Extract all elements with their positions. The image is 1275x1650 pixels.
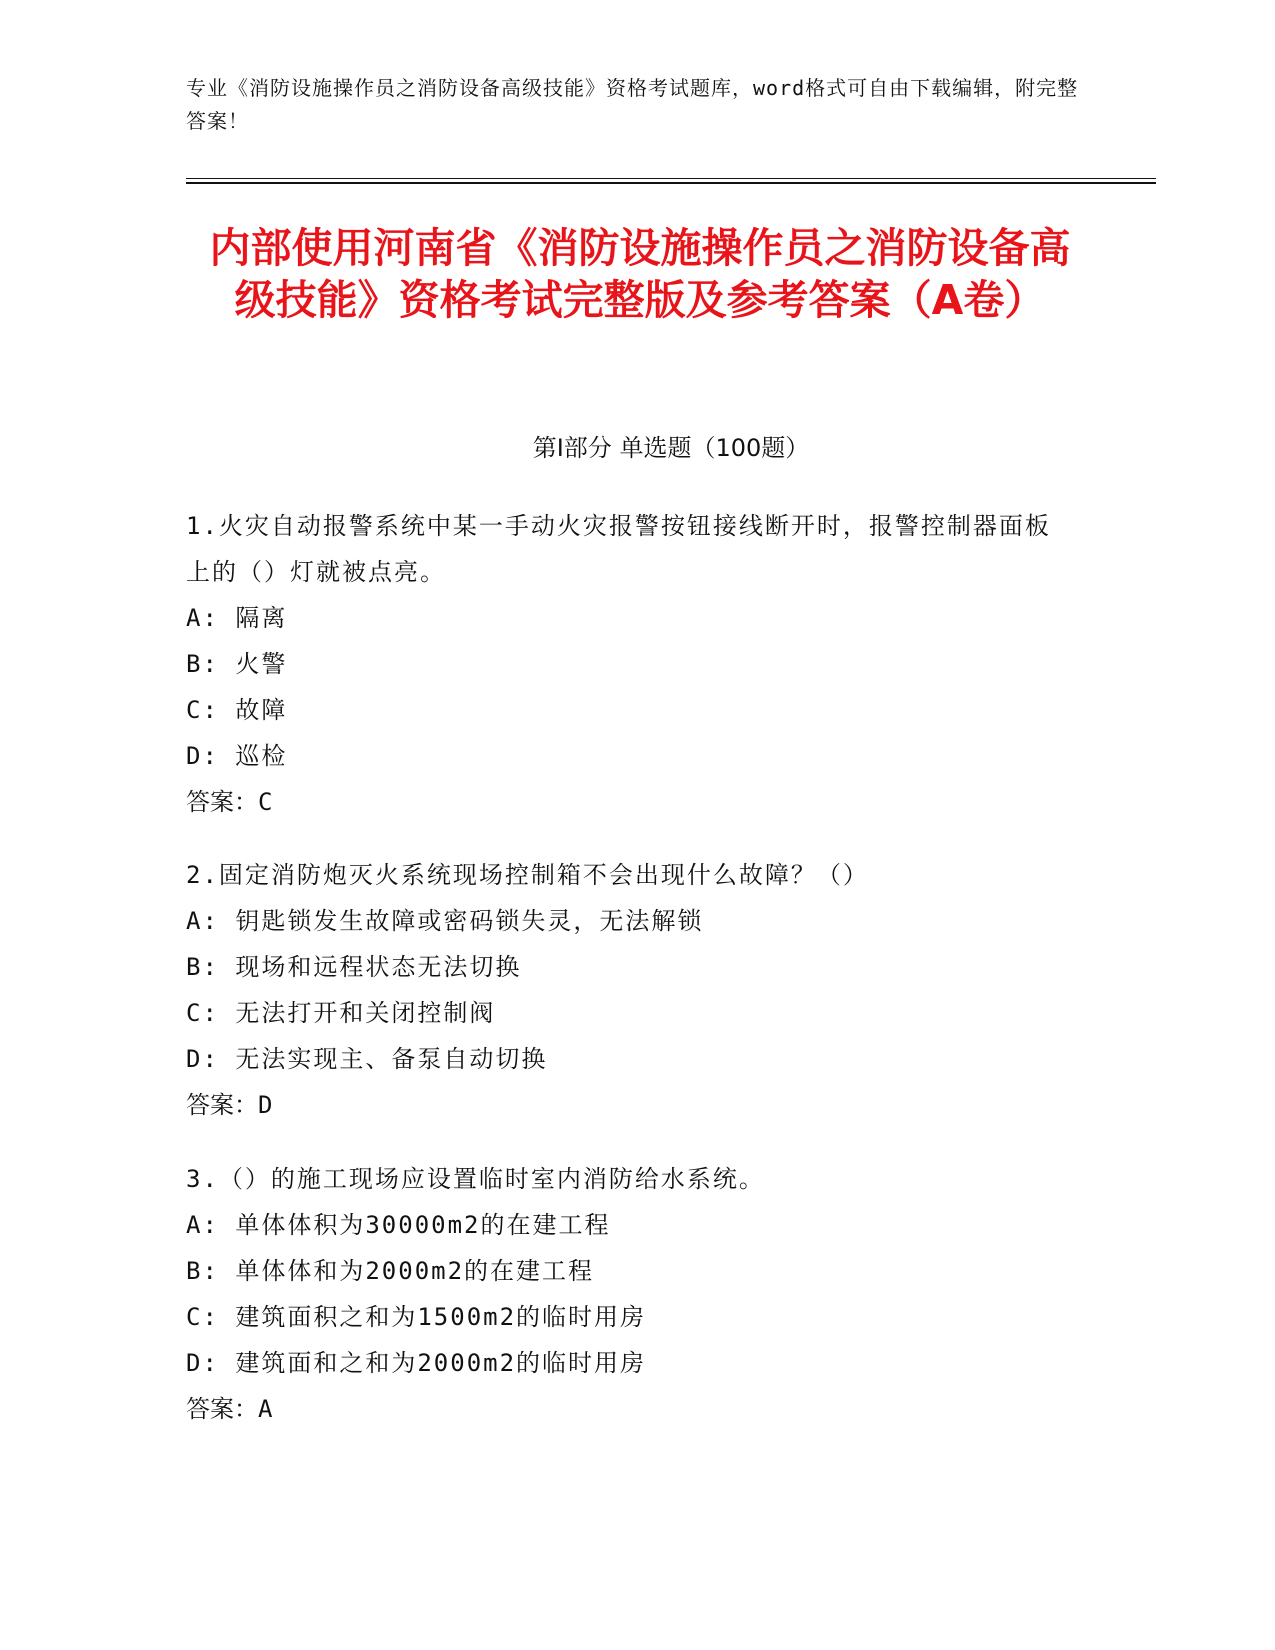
answer-label: 答案： (186, 1091, 258, 1119)
question-block-2 (186, 852, 1066, 1128)
question-stem: 3.（）的施工现场应设置临时室内消防给水系统。 (186, 1165, 765, 1193)
answer-label: 答案： (186, 788, 258, 816)
option-b: B: 单体体和为2000m2的在建工程 (186, 1257, 595, 1285)
header-divider-thick (186, 182, 1156, 184)
answer-line (186, 1386, 1066, 1432)
answer-label: 答案： (186, 1395, 258, 1423)
answer-value: C (258, 788, 273, 816)
option-d: D: 无法实现主、备泵自动切换 (186, 1045, 548, 1073)
option-a: A: 单体体积为30000m2的在建工程 (186, 1211, 611, 1239)
option-a: A: 钥匙锁发生故障或密码锁失灵，无法解锁 (186, 907, 704, 935)
document-title: 内部使用河南省《消防设施操作员之消防设备高级技能》资格考试完整版及参考答案（A卷） (209, 224, 1071, 324)
option-b: B: 现场和远程状态无法切换 (186, 953, 522, 981)
question-stem: 2.固定消防炮灭火系统现场控制箱不会出现什么故障？（） (186, 861, 869, 889)
option-a: A: 隔离 (186, 604, 288, 632)
answer-value: A (258, 1395, 273, 1423)
section-title: 第Ⅰ部分 单选题（100题） (532, 434, 810, 462)
question-stem: 1.火灾自动报警系统中某一手动火灾报警按钮接线断开时，报警控制器面板上的（）灯就被点亮。 (186, 512, 1051, 586)
option-d: D: 建筑面和之和为2000m2的临时用房 (186, 1349, 647, 1377)
header-divider-thin (186, 178, 1156, 179)
option-c: C: 无法打开和关闭控制阀 (186, 999, 496, 1027)
answer-line (186, 779, 1066, 825)
question-block-1 (186, 503, 1066, 825)
question-block-3 (186, 1156, 1066, 1432)
option-d: D: 巡检 (186, 742, 288, 770)
option-c: C: 建筑面积之和为1500m2的临时用房 (186, 1303, 647, 1331)
option-c: C: 故障 (186, 696, 288, 724)
option-b: B: 火警 (186, 650, 288, 678)
answer-value: D (258, 1091, 273, 1119)
header-note: 专业《消防设施操作员之消防设备高级技能》资格考试题库，word格式可自由下载编辑，附完整答案！ (186, 76, 1079, 133)
answer-line (186, 1082, 1066, 1128)
